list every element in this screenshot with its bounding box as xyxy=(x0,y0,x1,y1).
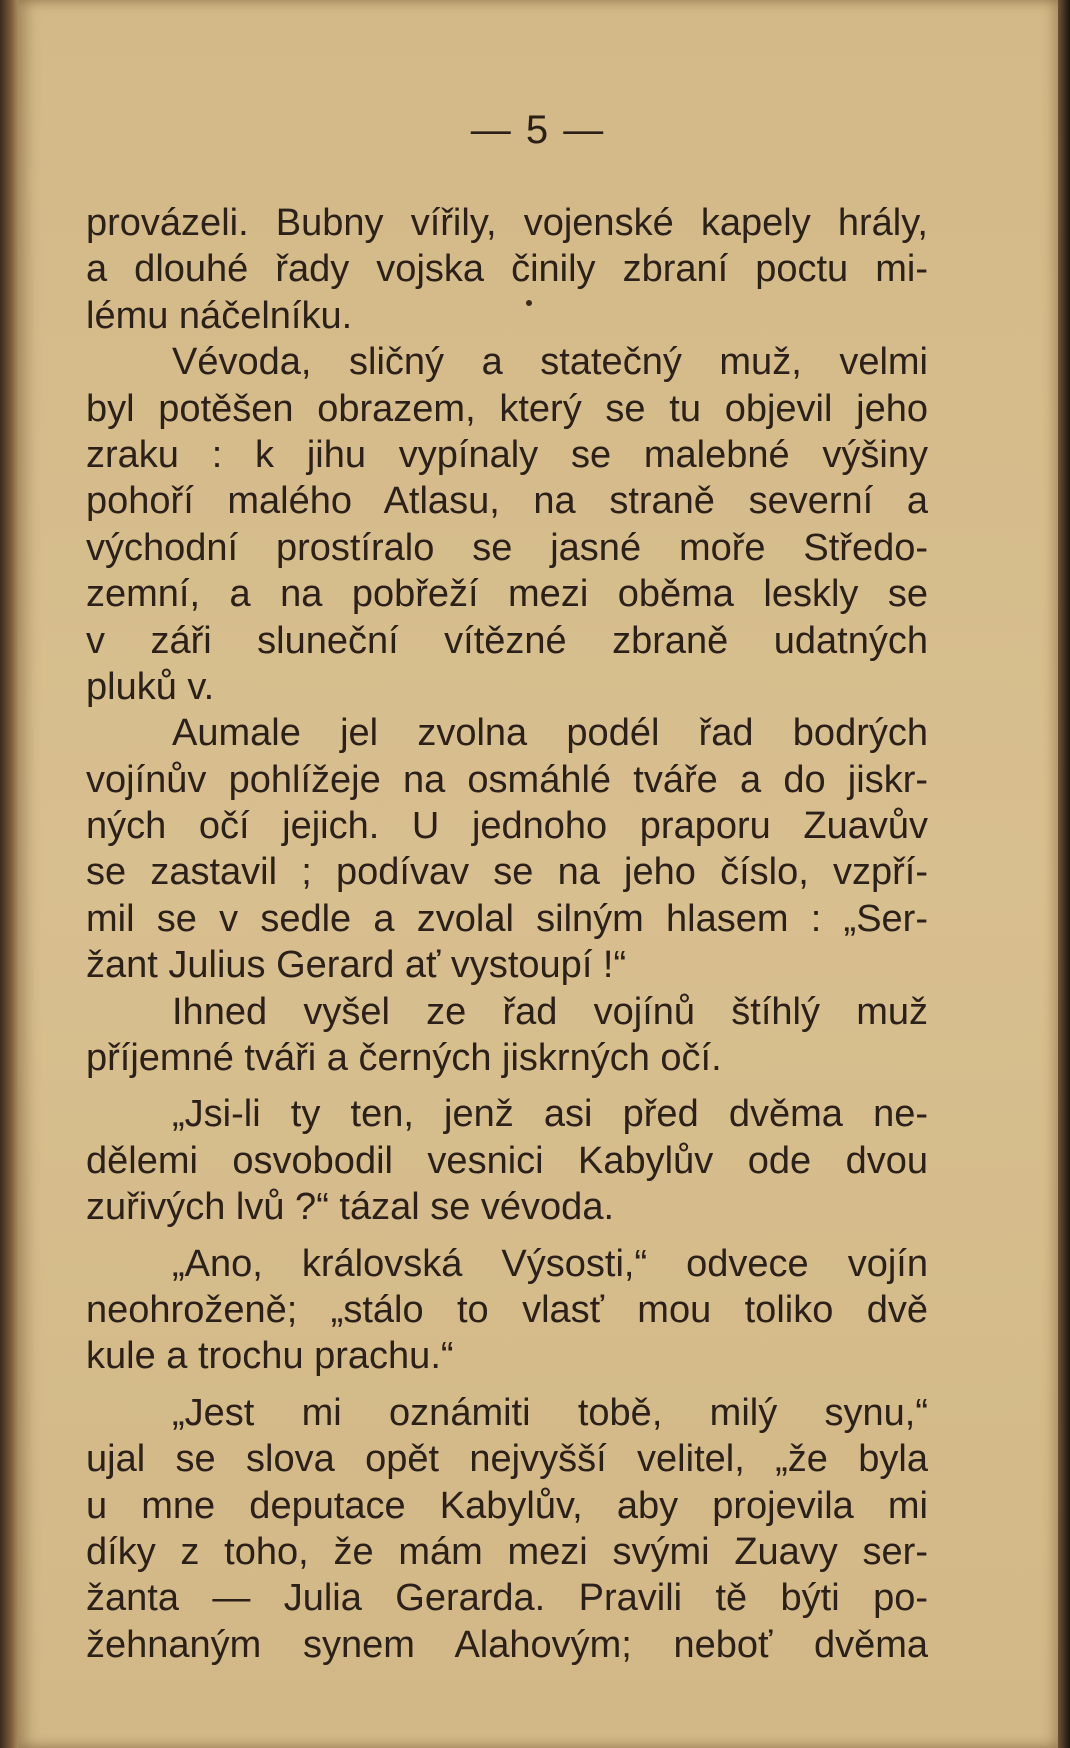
text-line: Vévoda, sličný a statečný muž, velmi xyxy=(172,341,928,384)
text-line: žant Julius Gerard ať vystoupí !“ xyxy=(86,944,627,987)
text-line: u mne deputace Kabylův, aby projevila mi xyxy=(86,1484,928,1527)
print-speck xyxy=(526,300,532,306)
text-line: pohoří malého Atlasu, na straně severní a xyxy=(86,480,928,523)
text-line: žehnaným synem Alahovým; neboť dvěma xyxy=(86,1623,928,1666)
text-line: a dlouhé řady vojska činily zbraní poctu mi- xyxy=(86,248,928,291)
text-line: dělemi osvobodil vesnici Kabylův ode dvou xyxy=(86,1139,928,1182)
text-line: kule a trochu prachu.“ xyxy=(86,1335,454,1378)
text-line: zuřivých lvů ?“ tázal se vévoda. xyxy=(86,1186,615,1229)
text-line: východní prostíralo se jasné moře Středo- xyxy=(86,526,928,569)
text-line: v záři sluneční vítězné zbraně udatných xyxy=(86,619,928,662)
text-line: byl potěšen obrazem, který se tu objevil jeho xyxy=(86,387,928,430)
text-line: se zastavil ; podívav se na jeho číslo, vzpří- xyxy=(86,851,928,894)
text-line: mil se v sedle a zvolal silným hlasem : „Ser- xyxy=(86,897,928,940)
book-spine-edge xyxy=(0,0,18,1748)
paragraph-gap xyxy=(86,1231,928,1241)
page-number: — 5 — xyxy=(470,108,606,152)
text-line: pluků v. xyxy=(86,665,215,708)
book-page xyxy=(18,0,1058,1748)
paragraph-gap xyxy=(86,1380,928,1390)
text-line: zemní, a na pobřeží mezi oběma leskly se xyxy=(86,573,928,616)
paragraph-gap xyxy=(86,1081,928,1091)
text-line: Aumale jel zvolna podél řad bodrých xyxy=(172,712,928,755)
text-line: neohroženě; „stálo to vlasť mou toliko dvě xyxy=(86,1288,928,1331)
text-line: „Jest mi oznámiti tobě, milý synu,“ xyxy=(172,1391,928,1434)
text-line: ujal se slova opět nejvyšší velitel, „že byla xyxy=(86,1438,928,1481)
text-line: „Jsi-li ty ten, jenž asi před dvěma ne- xyxy=(172,1093,928,1136)
text-line: Ihned vyšel ze řad vojínů štíhlý muž xyxy=(172,990,928,1033)
text-line: vojínův pohlížeje na osmáhlé tváře a do jiskr- xyxy=(86,758,928,801)
text-line: žanta — Julia Gerarda. Pravili tě býti po- xyxy=(86,1577,928,1620)
text-line: lému náčelníku. xyxy=(86,294,353,337)
text-line: „Ano, královská Výsosti,“ odvece vojín xyxy=(172,1242,928,1285)
text-line: ných očí jejich. U jednoho praporu Zuavův xyxy=(86,805,928,848)
page-right-edge xyxy=(1058,0,1070,1748)
text-line: zraku : k jihu vypínaly se malebné výšiny xyxy=(86,433,928,476)
page-text xyxy=(86,200,928,1668)
text-line: příjemné tváři a černých jiskrných očí. xyxy=(86,1037,722,1080)
text-line: provázeli. Bubny vířily, vojenské kapely hrály, xyxy=(86,202,928,244)
text-line: díky z toho, že mám mezi svými Zuavy ser- xyxy=(86,1530,928,1573)
